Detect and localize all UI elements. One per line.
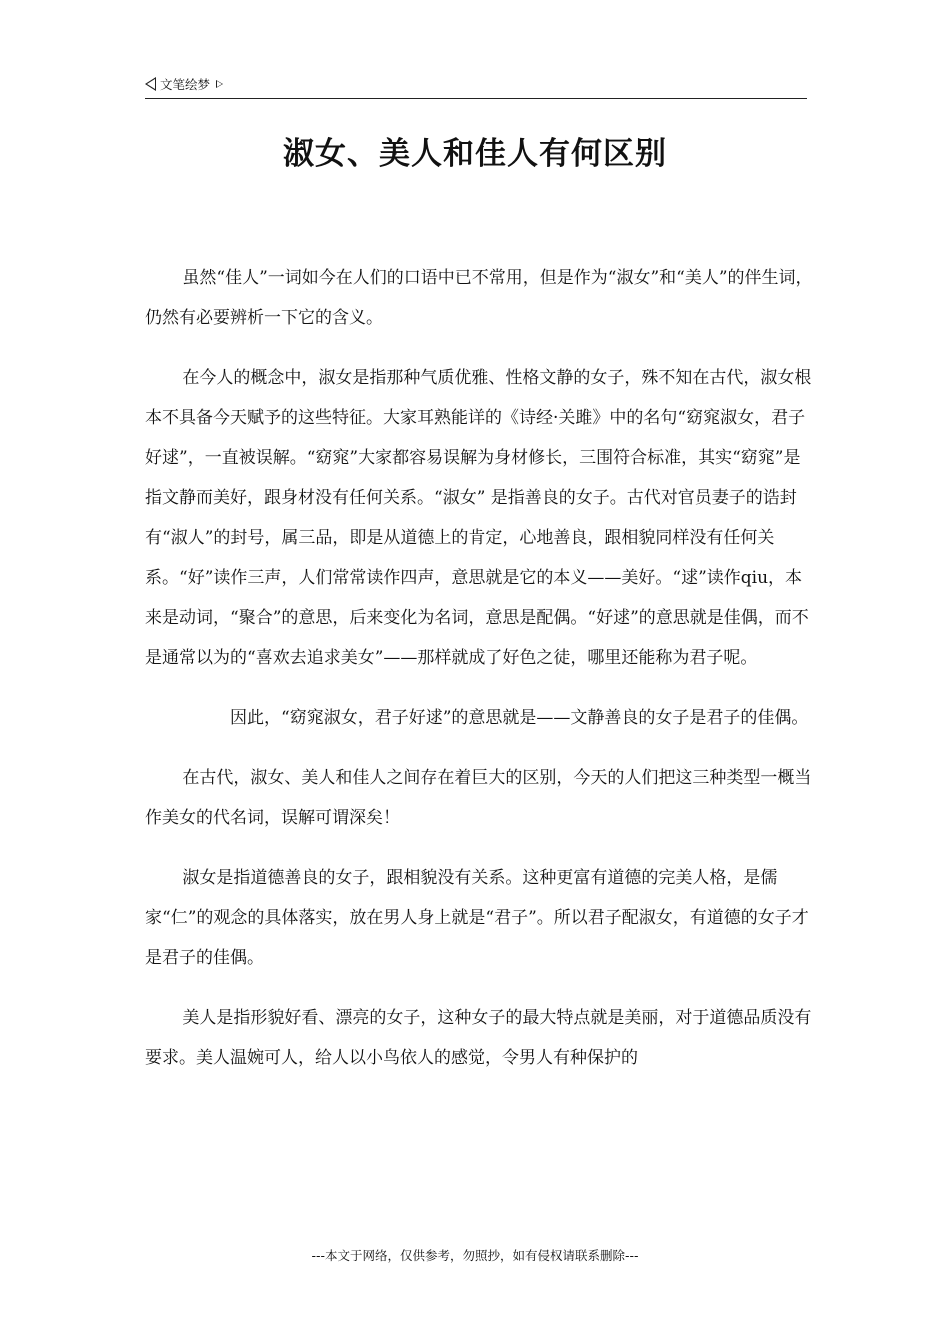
header-label: 文笔绘梦 xyxy=(160,77,211,92)
paragraph: 美人是指形貌好看、漂亮的女子，这种女子的最大特点就是美丽，对于道德品质没有要求。美人温婉可人，给人以小鸟依人的感觉，令男人有种保护的 xyxy=(145,1008,812,1068)
page-footer: ---本文于网络，仅供参考，勿照抄，如有侵权请联系删除--- xyxy=(311,1248,639,1263)
paragraph: 在今人的概念中，淑女是指那种气质优雅、性格文静的女子，殊不知在古代，淑女根本不具备今天赋予的这些特征。大家耳熟能详的《诗经·关雎》中的名句“窈窕淑女，君子好逑”，一直被误解。“窈窕”大家都容易误解为身材修长，三围符合标准，其实“窈窕”是指文静而美好，跟身材没有任何关系。“淑女” 是指善良的女子。古代对官员妻子的诰封有“淑人”的封号，属三品，即是从道德上的肯定，心地善良，跟相貌同样没有任何关系。“好”读作三声，人们常常读作四声，意思就是它的本义——美好。“逑”读作qiu，本来是动词，“聚合”的意思，后来变化为名词，意思是配偶。“好逑”的意思就是佳偶，而不是通常以为的“喜欢去追求美女”——那样就成了好色之徒，哪里还能称为君子呢。 xyxy=(145,368,812,668)
paragraph: 在古代，淑女、美人和佳人之间存在着巨大的区别，今天的人们把这三种类型一概当作美女的代名词，误解可谓深矣！ xyxy=(145,768,812,828)
document-title: 淑女、美人和佳人有何区别 xyxy=(283,136,667,172)
page-header xyxy=(145,74,807,99)
paragraph: 淑女是指道德善良的女子，跟相貌没有关系。这种更富有道德的完美人格，是儒家“仁”的观念的具体落实，放在男人身上就是“君子”。所以君子配淑女，有道德的女子才是君子的佳偶。 xyxy=(145,868,809,968)
triangle-right-icon xyxy=(216,80,223,88)
paragraph: 虽然“佳人”一词如今在人们的口语中已不常用，但是作为“淑女”和“美人”的伴生词，仍然有必要辨析一下它的含义。 xyxy=(145,268,813,328)
paragraph: 因此，“窈窕淑女，君子好逑”的意思就是——文静善良的女子是君子的佳偶。 xyxy=(230,708,809,728)
document-body xyxy=(145,258,817,1098)
triangle-left-icon xyxy=(145,77,156,91)
